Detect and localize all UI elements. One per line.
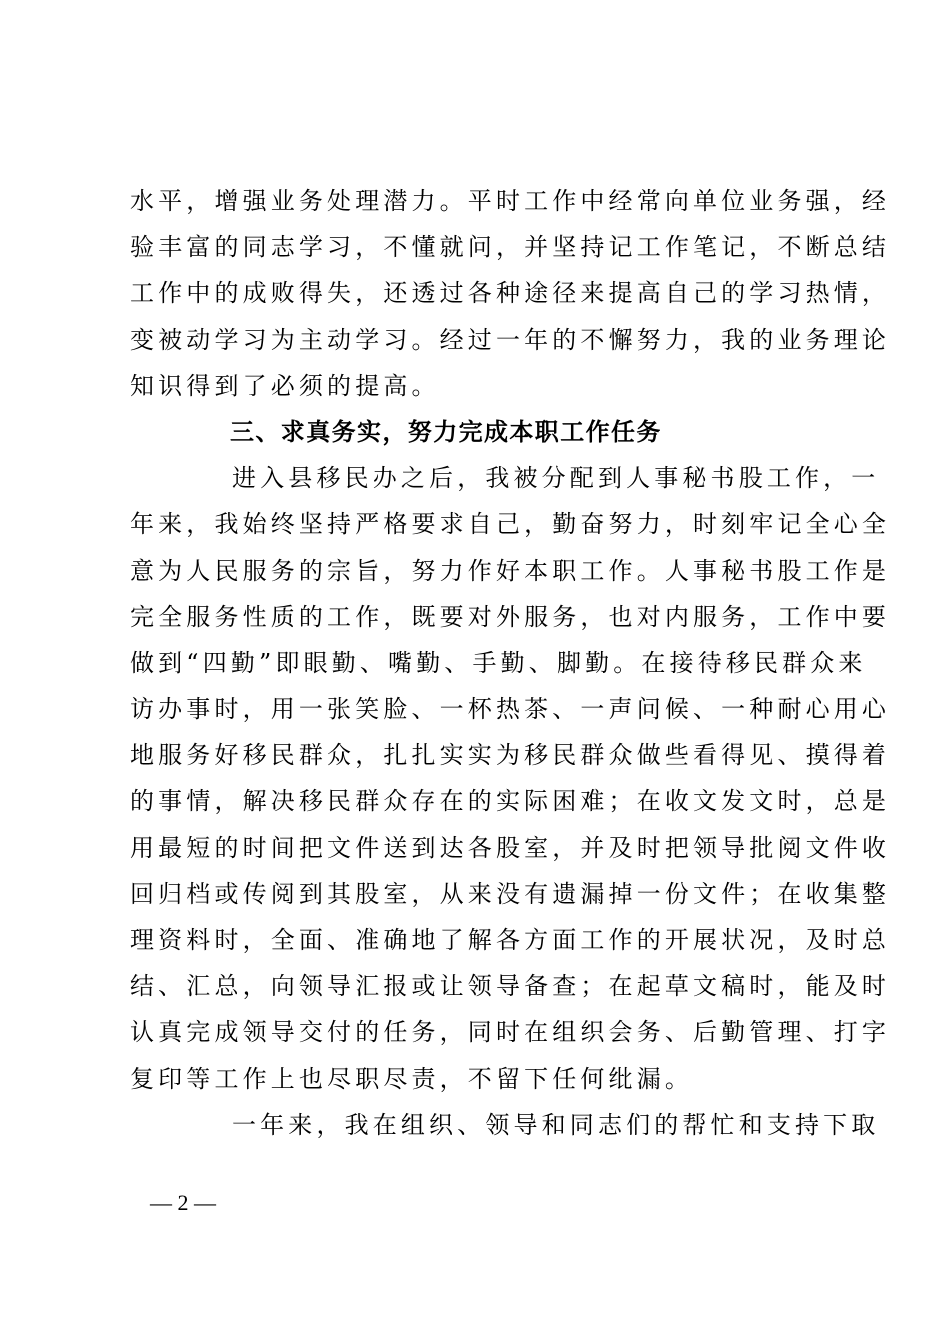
text-line: 回归档或传阅到其股室，从来没有遗漏掉一份文件；在收集整 <box>130 879 891 908</box>
text-line: 知识得到了必须的提高。 <box>130 371 440 400</box>
text-line: 工作中的成败得失，还透过各种途径来提高自己的学习热情， <box>130 279 891 308</box>
text-line: 的事情，解决移民群众存在的实际困难；在收文发文时，总是 <box>130 787 891 816</box>
text-line: 水平，增强业务处理潜力。平时工作中经常向单位业务强，经 <box>130 187 891 215</box>
text-line: 认真完成领导交付的任务，同时在组织会务、后勤管理、打字 <box>130 1018 891 1047</box>
text-line: 做到“四勤”即眼勤、嘴勤、手勤、脚勤。在接待移民群众来 <box>130 648 867 677</box>
text-line: 用最短的时间把文件送到达各股室，并及时把领导批阅文件收 <box>130 833 891 862</box>
text-line: 地服务好移民群众，扎扎实实为移民群众做些看得见、摸得着 <box>130 741 891 770</box>
text-line: 复印等工作上也尽职尽责，不留下任何纰漏。 <box>130 1064 693 1093</box>
page-number: — 2 — <box>150 1190 216 1215</box>
text-line: 访办事时，用一张笑脸、一杯热茶、一声问候、一种耐心用心 <box>130 695 891 724</box>
text-line: 结、汇总，向领导汇报或让领导备查；在起草文稿时，能及时 <box>130 972 891 1001</box>
text-line: 完全服务性质的工作，既要对外服务，也对内服务，工作中要 <box>130 602 891 631</box>
text-line: 年来，我始终坚持严格要求自己，勤奋努力，时刻牢记全心全 <box>130 510 891 539</box>
section-heading: 三、求真务实，努力完成本职工作任务 <box>230 417 662 446</box>
text-line: 验丰富的同志学习，不懂就问，并坚持记工作笔记，不断总结 <box>130 233 891 262</box>
text-line: 理资料时，全面、准确地了解各方面工作的开展状况，及时总 <box>130 926 891 954</box>
paragraph-first-line: 进入县移民办之后，我被分配到人事秘书股工作，一 <box>232 464 880 493</box>
text-line: 意为人民服务的宗旨，努力作好本职工作。人事秘书股工作是 <box>130 556 891 585</box>
text-line: 变被动学习为主动学习。经过一年的不懈努力，我的业务理论 <box>130 325 891 354</box>
body-text <box>130 178 891 1148</box>
paragraph-first-line: 一年来，我在组织、领导和同志们的帮忙和支持下取 <box>232 1110 880 1139</box>
